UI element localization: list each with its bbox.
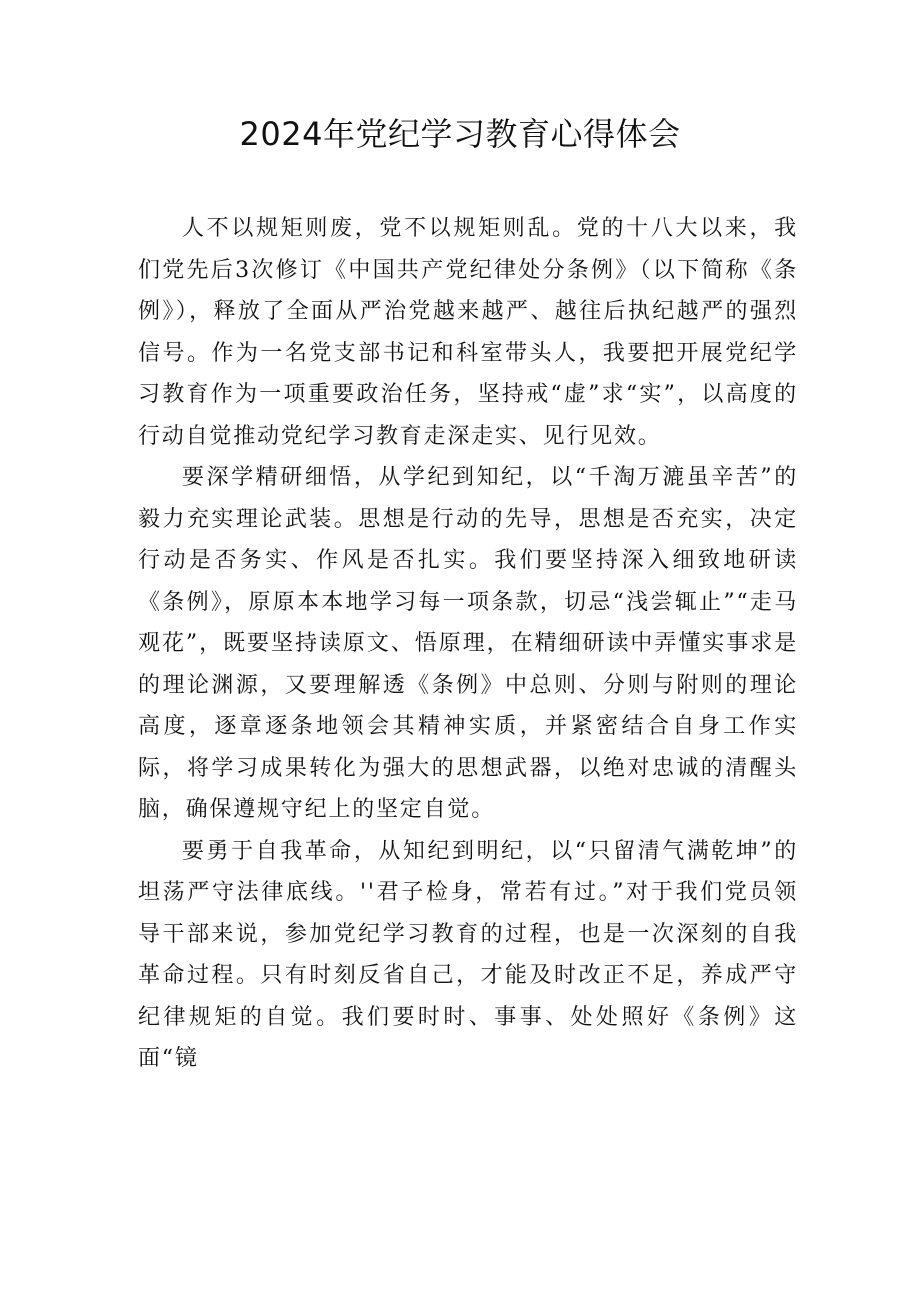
document-body [138, 208, 798, 1080]
paragraph-3: 要勇于自我革命，从知纪到明纪，以“只留清气满乾坤”的坦荡严守法律底线。''君子检身，常若有过。”对于我们党员领导干部来说，参加党纪学习教育的过程，也是一次深刻的自我革命过程。只有时刻反省自己，才能及时改正不足，养成严守纪律规矩的自觉。我们要时时、事事、处处照好《条例》这面“镜 [138, 838, 798, 1071]
document-title: 2024年党纪学习教育心得体会 [239, 115, 681, 153]
paragraph-2: 要深学精研细悟，从学纪到知纪，以“千淘万漉虽辛苦”的毅力充实理论武装。思想是行动的先导，思想是否充实，决定行动是否务实、作风是否扎实。我们要坚持深入细致地研读《条例》，原原本本地学习每一项条款，切忌“浅尝辄止”“走马观花”，既要坚持读原文、悟原理，在精细研读中弄懂实事求是的理论渊源，又要理解透《条例》中总则、分则与附则的理论高度，逐章逐条地领会其精神实质，并紧密结合自身工作实际，将学习成果转化为强大的思想武器，以绝对忠诚的清醒头脑，确保遵规守纪上的坚定自觉。 [138, 465, 798, 822]
paragraph-1: 人不以规矩则废，党不以规矩则乱。党的十八大以来，我们党先后3次修订《中国共产党纪律处分条例》（以下简称《条例》），释放了全面从严治党越来越严、越往后执纪越严的强烈信号。作为一名党支部书记和科室带头人，我要把开展党纪学习教育作为一项重要政治任务，坚持戒“虚”求“实”，以高度的行动自觉推动党纪学习教育走深走实、见行见效。 [138, 216, 798, 449]
